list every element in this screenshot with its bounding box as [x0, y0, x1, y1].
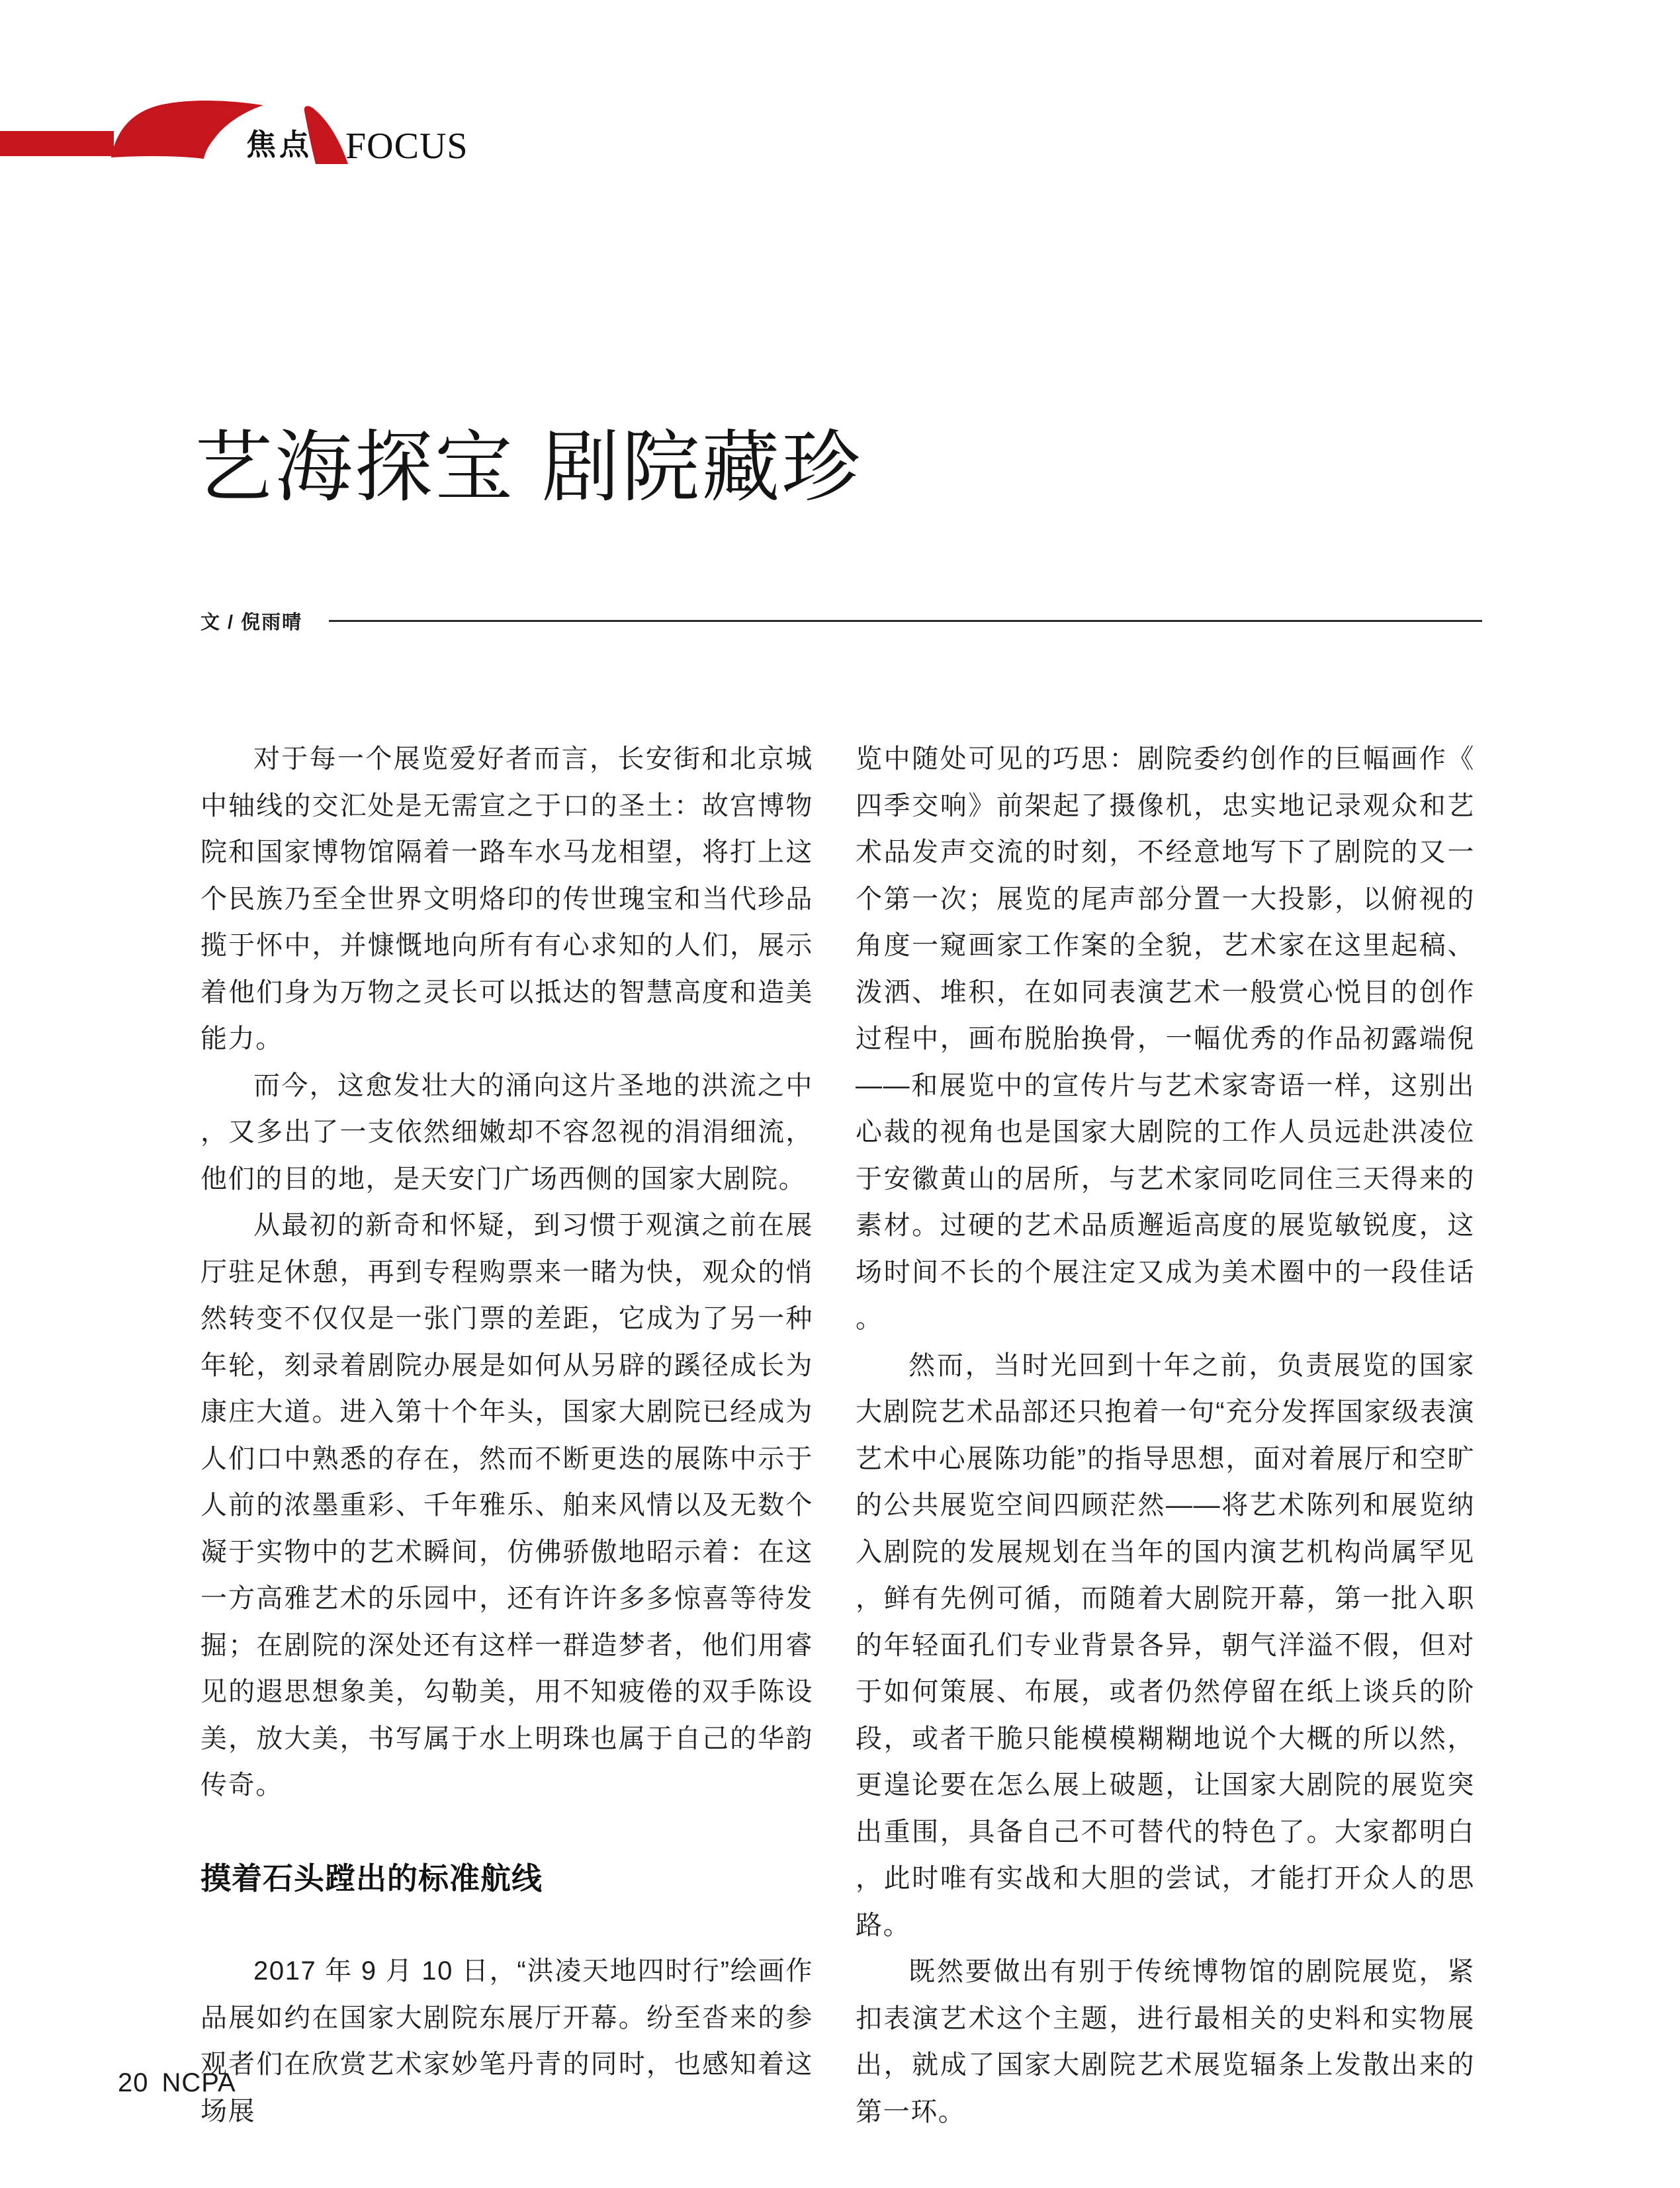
paragraph: 而今，这愈发壮大的涌向这片圣地的洪流之中，又多出了一支依然细嫩却不容忽视的涓涓细流，他们的目的地，是天安门广场西侧的国家大剧院。	[200, 1071, 813, 1194]
footer-page-number: 20	[118, 2068, 149, 2097]
left-column	[200, 736, 813, 2134]
focus-swoosh-graphic	[0, 99, 371, 165]
section-subheading: 摸着石头蹚出的标准航线	[200, 1860, 543, 1896]
footer-journal-code: NCPA	[161, 2068, 236, 2097]
section-label-cn: 焦点	[246, 128, 313, 161]
byline-row	[200, 607, 1482, 635]
paragraph: 2017 年 9 月 10 日，“洪凌天地四时行”绘画作品展如约在国家大剧院东展厅开幕。纷至沓来的参观者们在欣赏艺术家妙笔丹青的同时，也感知着这场展	[200, 1956, 813, 2126]
paragraph: 览中随处可见的巧思：剧院委约创作的巨幅画作《四季交响》前架起了摄像机，忠实地记录观众和艺术品发声交流的时刻，不经意地写下了剧院的又一个第一次；展览的尾声部分置一大投影，以俯视的角度一窥画家工作案的全貌，艺术家在这里起稿、泼洒、堆积，在如同表演艺术一般赏心悦目的创作过程中，画布脱胎换骨，一幅优秀的作品初露端倪——和展览中的宣传片与艺术家寄语一样，这别出心裁的视角也是国家大剧院的工作人员远赴洪凌位于安徽黄山的居所，与艺术家同吃同住三天得来的素材。过硬的艺术品质邂逅高度的展览敏锐度，这场时间不长的个展注定又成为美术圈中的一段佳话。	[856, 744, 1475, 1333]
byline: 文 / 倪雨晴	[200, 612, 303, 633]
section-label-en: FOCUS	[345, 126, 468, 167]
paragraph: 然而，当时光回到十年之前，负责展览的国家大剧院艺术品部还只抱着一句“充分发挥国家级表演艺术中心展陈功能”的指导思想，面对着展厅和空旷的公共展览空间四顾茫然——将艺术陈列和展览纳入剧院的发展规划在当年的国内演艺机构尚属罕见，鲜有先例可循，而随着大剧院开幕，第一批入职的年轻面孔们专业背景各异，朝气洋溢不假，但对于如何策展、布展，或者仍然停留在纸上谈兵的阶段，或者干脆只能模模糊糊地说个大概的所以然，更遑论要在怎么展上破题，让国家大剧院的展览突出重围，具备自己不可替代的特色了。大家都明白，此时唯有实战和大胆的尝试，才能打开众人的思路。	[856, 1350, 1475, 1940]
paragraph: 从最初的新奇和怀疑，到习惯于观演之前在展厅驻足休憩，再到专程购票来一睹为快，观众的悄然转变不仅仅是一张门票的差距，它成为了另一种年轮，刻录着剧院办展是如何从另辟的蹊径成长为康庄大道。进入第十个年头，国家大剧院已经成为人们口中熟悉的存在，然而不断更迭的展陈中示于人前的浓墨重彩、千年雅乐、舶来风情以及无数个凝于实物中的艺术瞬间，仿佛骄傲地昭示着：在这一方高雅艺术的乐园中，还有许许多多惊喜等待发掘；在剧院的深处还有这样一群造梦者，他们用睿见的遐思想象美，勾勒美，用不知疲倦的双手陈设美，放大美，书写属于水上明珠也属于自己的华韵传奇。	[200, 1211, 813, 1800]
page-footer	[118, 2068, 236, 2098]
right-column	[856, 736, 1475, 2135]
byline-rule	[329, 620, 1482, 622]
paragraph: 既然要做出有别于传统博物馆的剧院展览，紧扣表演艺术这个主题，进行最相关的史料和实物展出，就成了国家大剧院艺术展览辐条上发散出来的第一环。	[856, 1957, 1475, 2126]
article-title: 艺海探宝 剧院藏珍	[195, 421, 862, 513]
paragraph: 对于每一个展览爱好者而言，长安街和北京城中轴线的交汇处是无需宣之于口的圣土：故宫博物院和国家博物馆隔着一路车水马龙相望，将打上这个民族乃至全世界文明烙印的传世瑰宝和当代珍品揽于怀中，并慷慨地向所有有心求知的人们，展示着他们身为万物之灵长可以抵达的智慧高度和造美能力。	[200, 744, 813, 1053]
